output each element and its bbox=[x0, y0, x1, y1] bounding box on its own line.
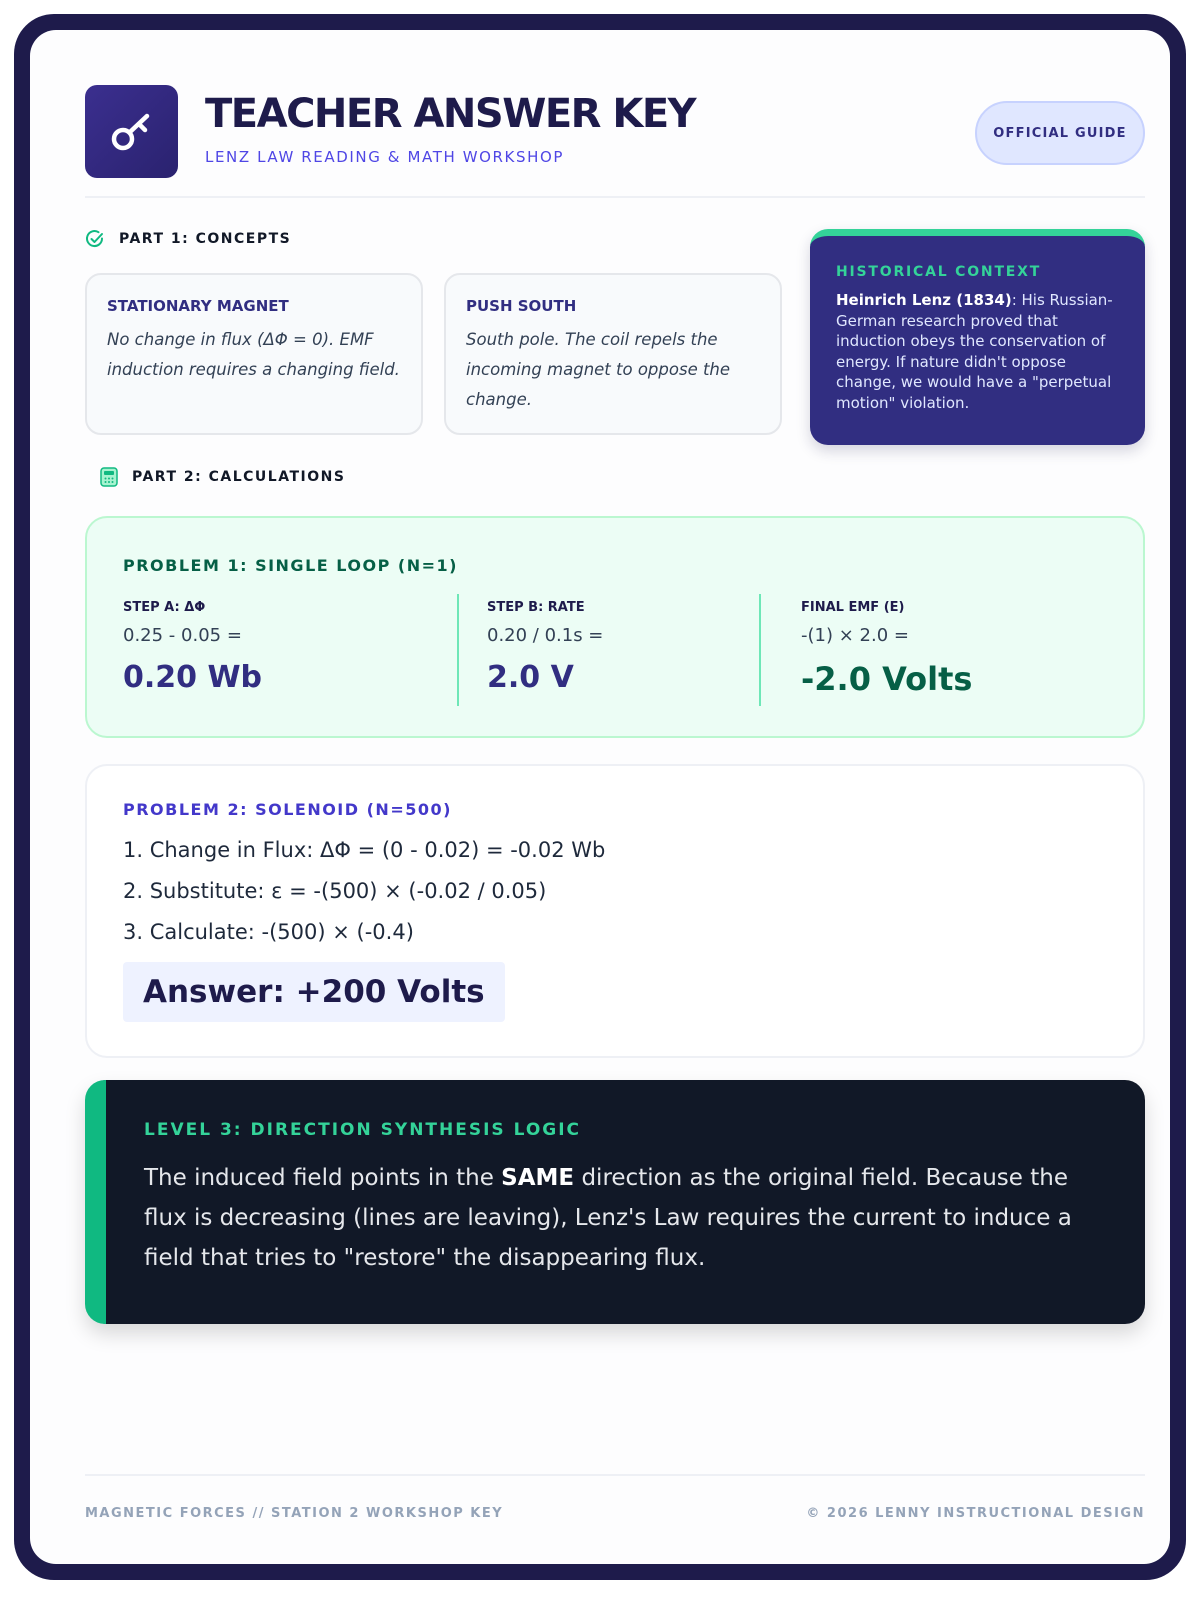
problem1-title: PROBLEM 1: SINGLE LOOP (N=1) bbox=[123, 556, 458, 575]
check-circle-icon bbox=[85, 229, 105, 249]
header bbox=[85, 85, 1145, 198]
historical-context-name: Heinrich Lenz (1834) bbox=[836, 291, 1012, 309]
problem2-title: PROBLEM 2: SOLENOID (N=500) bbox=[123, 800, 452, 819]
historical-context-panel bbox=[810, 229, 1145, 445]
level3-text-end: direction as the original field. Because the flux is decreasing (lines are leaving), Lenz's Law requires the current to induce a field that tries to "restore" the disappearing flux. bbox=[144, 1165, 1072, 1271]
final-emf-value: -2.0 Volts bbox=[801, 660, 973, 698]
problem2-answer: Answer: +200 Volts bbox=[123, 962, 505, 1022]
level3-text-start: The induced field points in the bbox=[144, 1165, 502, 1191]
part1-heading bbox=[85, 229, 291, 249]
level3-text-emphasis: SAME bbox=[501, 1165, 575, 1191]
calculator-icon bbox=[100, 467, 118, 487]
part2-heading-label: PART 2: CALCULATIONS bbox=[132, 469, 346, 485]
concept-card-stationary-magnet bbox=[85, 273, 423, 435]
concept-card-push-south bbox=[444, 273, 782, 435]
concept-card-title: PUSH SOUTH bbox=[466, 297, 577, 315]
step-expression: 0.25 - 0.05 = bbox=[123, 625, 242, 646]
page-frame bbox=[14, 14, 1186, 1580]
part2-heading bbox=[100, 467, 345, 487]
footer-left: MAGNETIC FORCES // STATION 2 WORKSHOP KEY bbox=[85, 1506, 504, 1521]
problem1-step-a bbox=[123, 594, 453, 706]
level3-title: LEVEL 3: DIRECTION SYNTHESIS LOGIC bbox=[144, 1120, 582, 1140]
step-value: 2.0 V bbox=[487, 660, 574, 695]
logo bbox=[85, 85, 178, 178]
problem1-final-emf bbox=[759, 594, 1099, 706]
part1-heading-label: PART 1: CONCEPTS bbox=[119, 231, 292, 247]
answer-key-page bbox=[30, 30, 1170, 1564]
step-label: FINAL EMF (Ε) bbox=[801, 600, 905, 615]
step-label: STEP A: ΔΦ bbox=[123, 600, 206, 615]
page-subtitle: LENZ LAW READING & MATH WORKSHOP bbox=[205, 148, 565, 166]
concept-card-text: South pole. The coil repels the incoming magnet to oppose the change. bbox=[466, 330, 731, 409]
historical-context-title: HISTORICAL CONTEXT bbox=[836, 264, 1042, 280]
footer bbox=[85, 1474, 1145, 1534]
level3-text bbox=[144, 1158, 1109, 1278]
key-icon bbox=[105, 105, 159, 159]
level3-panel bbox=[85, 1080, 1145, 1324]
step-label: STEP B: RATE bbox=[487, 600, 585, 615]
problem1-step-b bbox=[457, 594, 757, 706]
problem1-panel bbox=[85, 516, 1145, 738]
problem2-panel bbox=[85, 764, 1145, 1058]
solution-step: 1. Change in Flux: ΔΦ = (0 - 0.02) = -0.02 Wb bbox=[123, 838, 606, 862]
concept-card-title: STATIONARY MAGNET bbox=[107, 297, 289, 315]
official-guide-badge: OFFICIAL GUIDE bbox=[975, 101, 1145, 165]
historical-context-body: : His Russian-German research proved that induction obeys the conservation of energy. If nature didn't oppose change, we would have a "perpetual motion" violation. bbox=[836, 291, 1113, 412]
step-value: 0.20 Wb bbox=[123, 660, 263, 695]
concept-card-text: No change in flux (ΔΦ = 0). EMF induction requires a changing field. bbox=[107, 330, 400, 379]
step-expression: -(1) × 2.0 = bbox=[801, 625, 909, 646]
footer-copyright: © 2026 LENNY INSTRUCTIONAL DESIGN bbox=[806, 1506, 1145, 1521]
historical-context-text bbox=[836, 290, 1121, 413]
solution-step: 3. Calculate: -(500) × (-0.4) bbox=[123, 920, 414, 944]
page-title: TEACHER ANSWER KEY bbox=[205, 91, 696, 137]
step-expression: 0.20 / 0.1s = bbox=[487, 625, 604, 646]
solution-step: 2. Substitute: ε = -(500) × (-0.02 / 0.05) bbox=[123, 879, 547, 903]
